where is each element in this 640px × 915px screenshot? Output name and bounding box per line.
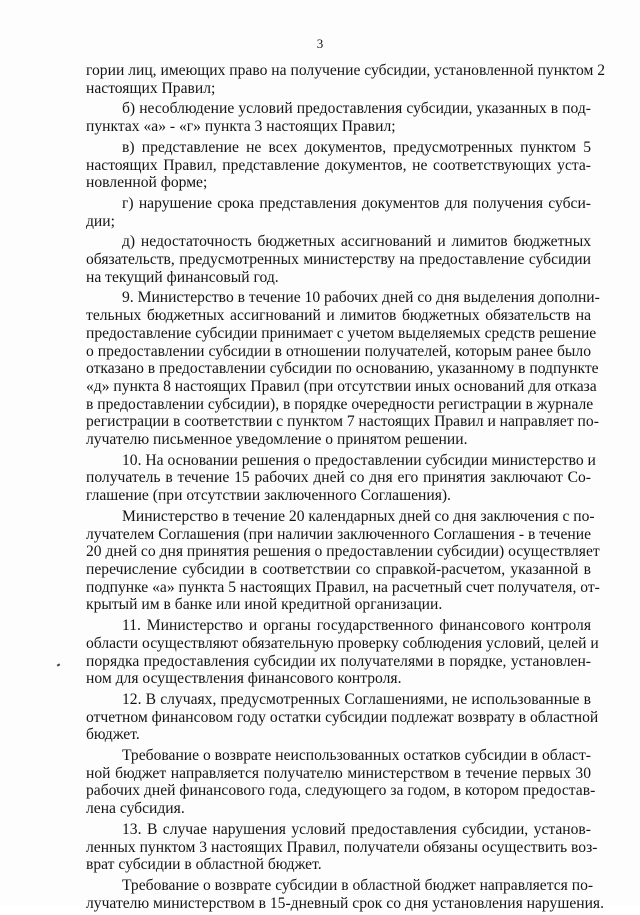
text-line: крытый им в банке или иной кредитной организации. bbox=[86, 596, 443, 614]
text-line: д) недостаточность бюджетных ассигнований и лимитов бюджетных bbox=[122, 233, 591, 251]
text-line: б) несоблюдение условий предоставления субсидии, указанных в под- bbox=[122, 100, 591, 118]
text-line: области осуществляют обязательную проверку соблюдения условий, целей и bbox=[86, 634, 599, 652]
text-line: 13. В случае нарушения условий предоставления субсидии, установ- bbox=[122, 820, 591, 838]
text-line: 10. На основании решения о предоставлении субсидии министерство и bbox=[122, 451, 596, 469]
paragraph bbox=[86, 820, 598, 874]
text-line: дии; bbox=[86, 212, 115, 230]
text-line: Требование о возврате неиспользованных остатков субсидии в област- bbox=[122, 747, 591, 765]
text-line: врат субсидии в областной бюджет. bbox=[86, 856, 322, 874]
page-number: 3 bbox=[316, 36, 324, 51]
paragraph bbox=[86, 100, 591, 135]
text-line: 9. Министерство в течение 10 рабочих дней со дня выделения дополни- bbox=[122, 289, 600, 307]
text-line: получатель в течение 15 рабочих дней со дня его принятия заключают Со- bbox=[86, 469, 591, 487]
text-line: гории лиц, имеющих право на получение субсидии, установленной пунктом 2 bbox=[86, 62, 606, 79]
paragraph bbox=[86, 690, 599, 744]
paragraph bbox=[86, 507, 600, 614]
paragraph bbox=[86, 233, 591, 286]
text-line: Министерство в течение 20 календарных дней со дня заключения с по- bbox=[122, 507, 595, 525]
text-line: ном для осуществления финансового контроля. bbox=[86, 670, 402, 688]
text-line: бюджет. bbox=[86, 726, 140, 744]
text-line: настоящих Правил, представление документов, не соответствующих уста- bbox=[86, 156, 591, 174]
text-line: настоящих Правил; bbox=[86, 79, 216, 97]
text-line: 11. Министерство и органы государственного финансового контроля bbox=[122, 617, 591, 635]
scan-speck bbox=[57, 663, 61, 666]
text-line: Требование о возврате субсидии в областной бюджет направляется по- bbox=[122, 876, 594, 894]
paragraph bbox=[86, 139, 591, 192]
text-line: в предоставлении субсидии), в порядке очередности регистрации в журнале bbox=[86, 395, 594, 413]
text-line: г) нарушение срока представления документов для получения субси- bbox=[122, 194, 591, 212]
text-line: 12. В случаях, предусмотренных Соглашениями, не использованные в bbox=[122, 690, 591, 708]
paragraph bbox=[86, 195, 591, 230]
paragraph bbox=[86, 747, 596, 818]
text-line: регистрации в соответствии с пунктом 7 настоящих Правил и направляет по- bbox=[86, 413, 599, 431]
text-line: рабочих дней финансового года, следующего за годом, в котором предостав- bbox=[86, 782, 596, 800]
text-line: «д» пункта 8 настоящих Правил (при отсутствии иных оснований для отказа bbox=[86, 377, 597, 395]
text-line: 20 дней со дня принятия решения о предоставлении субсидии) осуществляет bbox=[86, 543, 600, 561]
text-line: пунктах «а» - «г» пункта 3 настоящих Правил; bbox=[86, 118, 396, 136]
text-line: отказано в предоставлении субсидии по основанию, указанному в подпункте bbox=[86, 360, 599, 378]
text-line: лена субсидия. bbox=[86, 800, 185, 818]
text-line: глашение (при отсутствии заключенного Соглашения). bbox=[86, 487, 451, 505]
text-line: о предоставлении субсидии в отношении получателей, которым ранее было bbox=[86, 342, 591, 360]
text-line: новленной форме; bbox=[86, 174, 208, 192]
text-line: лучателю министерством в 15-дневный срок со дня установления нарушения. bbox=[86, 894, 605, 912]
paragraph bbox=[86, 62, 606, 97]
text-line: перечисление субсидии в соответствии со справкой-расчетом, указанной в bbox=[86, 560, 591, 578]
paragraph bbox=[86, 876, 605, 912]
paragraph bbox=[86, 289, 600, 449]
text-line: в) представление не всех документов, предусмотренных пунктом 5 bbox=[122, 138, 591, 156]
text-line: тельных бюджетных ассигнований и лимитов бюджетных обязательств на bbox=[86, 307, 591, 325]
text-line: отчетном финансовом году остатки субсидии подлежат возврату в областной bbox=[86, 708, 599, 726]
text-line: подпунке «а» пункта 5 настоящих Правил, на расчетный счет получателя, от- bbox=[86, 578, 600, 596]
text-line: ной бюджет направляется получателю министерством в течение первых 30 bbox=[86, 764, 591, 782]
text-line: на текущий финансовый год. bbox=[86, 268, 279, 286]
document-body bbox=[86, 62, 606, 915]
text-line: лучателем Соглашения (при наличии заключенного Соглашения - в течение bbox=[86, 525, 591, 543]
paragraph bbox=[86, 451, 596, 505]
text-line: обязательств, предусмотренных министерству на предоставление субсидии bbox=[86, 251, 591, 269]
text-line: предоставление субсидии принимает с учетом выделяемых средств решение bbox=[86, 324, 597, 342]
text-line: лучателю письменное уведомление о принятом решении. bbox=[86, 431, 468, 449]
paragraph bbox=[86, 617, 599, 688]
text-line: порядка предоставления субсидии их получателями в порядке, установлен- bbox=[86, 652, 591, 670]
text-line: ленных пунктом 3 настоящих Правил, получатели обязаны осуществить воз- bbox=[86, 838, 598, 856]
